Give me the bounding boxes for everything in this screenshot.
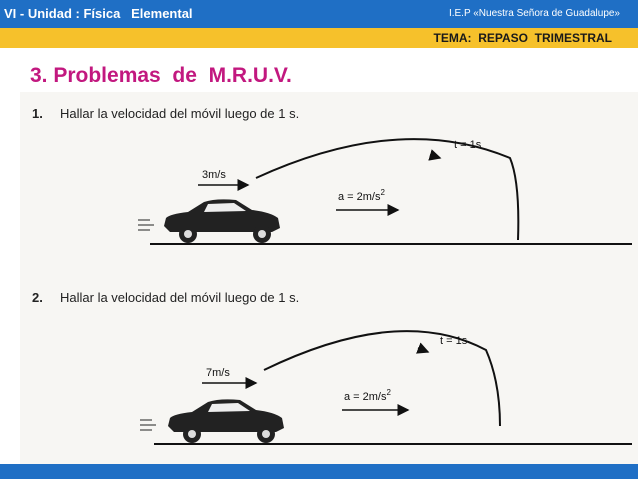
- problem-1-acceleration: $a = 2m/s^2$: [338, 188, 385, 203]
- problem-1-car-illustration: [164, 199, 280, 243]
- problem-2-number: 2.: [32, 290, 43, 305]
- problem-2-car-illustration: [168, 399, 284, 443]
- problem-2-speed-lines: [140, 420, 156, 430]
- problem-2-statement: Hallar la velocidad del móvil luego de 1 s.: [60, 290, 300, 305]
- problem-1-statement: Hallar la velocidad del móvil luego de 1 s.: [60, 106, 300, 121]
- topic-label: TEMA: REPASO TRIMESTRAL: [433, 31, 612, 45]
- problem-1-initial-speed: 3m/s: [202, 169, 226, 181]
- topic-banner: [0, 28, 638, 48]
- bottom-bar: [0, 464, 638, 479]
- course-title: VI - Unidad : Física Elemental: [4, 6, 193, 21]
- problem-2: [32, 290, 632, 444]
- problems-figure: [20, 92, 638, 464]
- problem-2-initial-speed: 7m/s: [206, 367, 230, 379]
- section-title: 3. Problemas de M.R.U.V.: [30, 64, 292, 87]
- problem-1-number: 1.: [32, 106, 43, 121]
- problem-2-arc-arrowhead: [418, 348, 428, 352]
- problem-1-arc-arrowhead: [430, 155, 440, 158]
- problem-1-trajectory-arc: [256, 139, 518, 240]
- problem-1: [32, 106, 632, 244]
- school-name: I.E.P «Nuestra Señora de Guadalupe»: [448, 8, 620, 19]
- problem-1-time: t = 1s: [454, 139, 482, 151]
- problem-2-time: t = 1s: [440, 335, 468, 347]
- problem-2-acceleration: $a = 2m/s^2$: [344, 388, 391, 403]
- top-header-bar: [0, 0, 638, 28]
- problem-1-speed-lines: [138, 220, 154, 230]
- scanned-problems-sheet: [20, 92, 638, 464]
